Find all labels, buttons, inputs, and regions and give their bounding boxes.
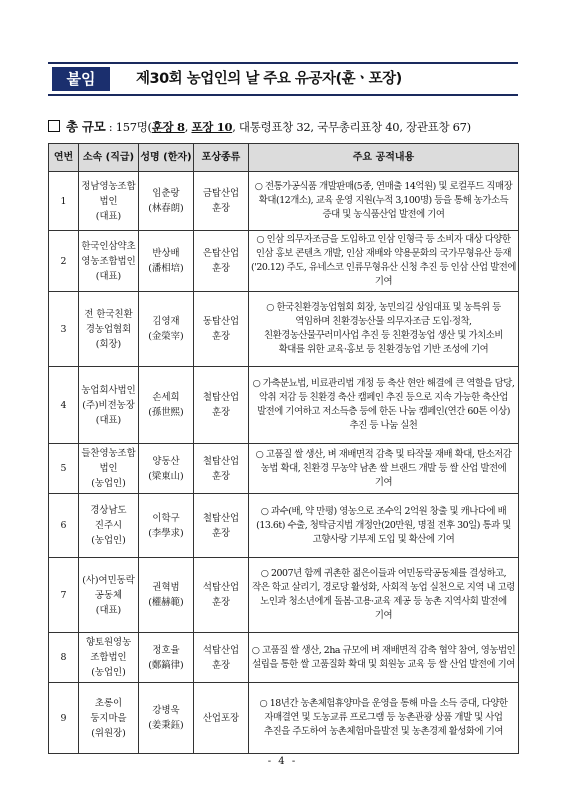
row-merit: ○ 과수(배, 약 만평) 영농으로 조수익 2억원 창출 및 캐나다에 배(13.6t) 수출, 청탁금지법 개정안(20만원, 명절 전후 30일) 통과 및 고향사랑 기부제 도입 및 확산에 기여 bbox=[249, 494, 519, 558]
row-name bbox=[139, 367, 194, 444]
row-name bbox=[139, 633, 194, 683]
row-org bbox=[79, 172, 139, 231]
row-prize bbox=[194, 231, 249, 292]
row-org-line: 초롱이 bbox=[94, 697, 123, 709]
header-no: 연번 bbox=[49, 144, 79, 172]
row-name-line: (姜秉鈺) bbox=[148, 720, 184, 731]
row-prize-line: 훈장 bbox=[211, 203, 231, 214]
row-prize bbox=[194, 558, 249, 633]
row-org-line: 향토원영농 bbox=[85, 637, 132, 648]
row-prize-line: 훈장 bbox=[211, 527, 231, 539]
row-name bbox=[139, 494, 194, 558]
row-name bbox=[139, 683, 194, 754]
row-prize-line: 석탑산업 bbox=[202, 644, 240, 656]
row-org-line: (주)비전농장 bbox=[82, 399, 135, 411]
row-org-line: (대표) bbox=[95, 414, 122, 426]
row-prize bbox=[194, 494, 249, 558]
row-number: 5 bbox=[49, 444, 79, 494]
row-org-line: 경농업협회 bbox=[85, 323, 132, 335]
summary-medal: 훈장 8 bbox=[151, 120, 185, 134]
row-merit: ○ 전통가공식품 개발판매(5종, 연매출 14억원) 및 로컬푸드 직매장 확대(12개소), 교육 운영 지원(누적 3,100명) 등을 통해 농가소득 증대 및 농식품산업 발전에 기여 bbox=[249, 172, 519, 231]
row-name-line: (金榮宰) bbox=[148, 331, 184, 342]
row-number: 1 bbox=[49, 172, 79, 231]
row-org-line: 법인 bbox=[99, 195, 118, 207]
summary-colon: : bbox=[105, 120, 116, 134]
row-prize-line: 산업포장 bbox=[202, 712, 240, 724]
row-number: 9 bbox=[49, 683, 79, 754]
row-prize bbox=[194, 172, 249, 231]
header-prize: 포상종류 bbox=[194, 144, 249, 172]
row-name bbox=[139, 172, 194, 231]
row-merit: ○ 고품질 쌀 생산, 벼 재배면적 감축 및 타작물 재배 확대, 탄소저감 농법 확대, 친환경 무농약 남촌 쌀 브랜드 개발 등 쌀 산업 발전에 기여 bbox=[249, 444, 519, 494]
row-merit: ○ 2007년 함께 귀촌한 젊은이들과 여민동락공동체를 결성하고, 작은 학교 살리기, 경로당 활성화, 사회적 농업 실천으로 지역 내 고령 노인과 청소년에게 돌봄·고용·교육 제공 등 농촌 지역사회 발전에 기여 bbox=[249, 558, 519, 633]
row-prize bbox=[194, 633, 249, 683]
row-prize-line: 훈장 bbox=[211, 470, 231, 482]
row-name-line: (孫世熙) bbox=[148, 407, 184, 418]
row-prize-line: 철탑산업 bbox=[202, 455, 240, 467]
checkbox-square-icon bbox=[48, 120, 60, 132]
row-name-line: 이학구 bbox=[152, 512, 180, 524]
row-org-line: (농업인) bbox=[91, 478, 126, 489]
header-org: 소속 (직급) bbox=[79, 144, 139, 172]
summary-line bbox=[48, 117, 528, 135]
row-org-line: (대표) bbox=[95, 210, 122, 222]
row-org-line: (농업인) bbox=[91, 667, 126, 678]
row-merit: ○ 고품질 쌀 생산, 2ha 규모에 벼 재배면적 감축 협약 참여, 영농법인 설립을 통한 쌀 고품질화 확대 및 회원농 교육 등 쌀 산업 발전에 기여 bbox=[249, 633, 519, 683]
row-org-line: (위원장) bbox=[91, 727, 126, 739]
row-org-line: 농업회사법인 bbox=[81, 384, 136, 396]
row-org-line: (농업인) bbox=[91, 535, 126, 546]
row-prize-line: 훈장 bbox=[211, 263, 231, 274]
row-prize-line: 은탑산업 bbox=[202, 248, 240, 259]
row-number: 8 bbox=[49, 633, 79, 683]
row-number: 2 bbox=[49, 231, 79, 292]
row-name-line: 손세희 bbox=[152, 392, 180, 403]
row-org-line: (대표) bbox=[95, 604, 122, 616]
row-number: 4 bbox=[49, 367, 79, 444]
row-prize-line: 훈장 bbox=[211, 597, 231, 608]
table-body bbox=[49, 172, 519, 754]
row-number: 3 bbox=[49, 292, 79, 367]
row-org-line: 정남영농조합 bbox=[81, 180, 136, 192]
row-org-line: (사)여민동락 bbox=[82, 574, 135, 586]
row-name bbox=[139, 444, 194, 494]
row-org bbox=[79, 292, 139, 367]
page-number: - 4 - bbox=[267, 756, 298, 767]
awards-table bbox=[48, 143, 519, 754]
summary-label: 총 규모 bbox=[66, 119, 106, 134]
table-row bbox=[49, 367, 519, 444]
row-prize bbox=[194, 292, 249, 367]
row-name bbox=[139, 292, 194, 367]
attachment-badge: 붙임 bbox=[52, 67, 110, 91]
row-name-line: 반상배 bbox=[152, 248, 180, 259]
page-title: 제30회 농업인의 날 주요 유공자(훈ㆍ포장) bbox=[136, 71, 402, 87]
summary-rest: , 대통령표창 32, 국무총리표창 40, 장관표창 67) bbox=[232, 120, 471, 134]
row-org-line: 둥지마을 bbox=[90, 712, 127, 724]
row-name-line: (鄭鎬律) bbox=[148, 659, 184, 671]
row-org bbox=[79, 633, 139, 683]
row-org bbox=[79, 444, 139, 494]
row-org bbox=[79, 367, 139, 444]
row-org-line: 영농조합법인 bbox=[81, 255, 136, 267]
summary-sep: , bbox=[184, 120, 192, 134]
row-prize-line: 철탑산업 bbox=[202, 392, 240, 403]
row-name-line: 정호율 bbox=[152, 644, 180, 656]
table-row bbox=[49, 558, 519, 633]
row-prize-line: 석탑산업 bbox=[202, 582, 240, 593]
row-merit: ○ 가축분뇨법, 비료관리법 개정 등 축산 현안 해결에 큰 역할을 담당, 악취 저감 등 친환경 축산 캠페인 추진 등으로 지속 가능한 축산업 발전에 기여하고 저소득층 등에 한돈 나눔 캠페인(연간 60톤 이상) 추진 등 나눔 실천 bbox=[249, 367, 519, 444]
row-prize-line: 금탑산업 bbox=[202, 188, 240, 199]
row-org-line: (대표) bbox=[95, 270, 122, 282]
row-org bbox=[79, 683, 139, 754]
row-name-line: 김영재 bbox=[152, 316, 180, 327]
row-name bbox=[139, 231, 194, 292]
header-name: 성명 (한자) bbox=[139, 144, 194, 172]
table-row bbox=[49, 494, 519, 558]
table-row bbox=[49, 292, 519, 367]
table-header-row bbox=[49, 144, 519, 172]
summary-total: 157명( bbox=[115, 120, 152, 134]
table-row bbox=[49, 172, 519, 231]
row-org bbox=[79, 558, 139, 633]
row-name-line: 양동산 bbox=[152, 455, 180, 467]
table-row bbox=[49, 231, 519, 292]
row-org-line: 들찬영농조합 bbox=[81, 448, 136, 459]
row-merit: ○ 18년간 농촌체험휴양마을 운영을 통해 마을 소득 증대, 다양한 자매결연 및 도농교류 프로그램 등 농촌관광 상품 개발 및 사업 추진을 주도하여 농촌체험마을발전 및 농촌경제 활성화에 기여 bbox=[249, 683, 519, 754]
row-org-line: 조합법인 bbox=[90, 652, 127, 663]
row-merit: ○ 한국친환경농업협회 회장, 농민의길 상임대표 및 농특위 등 역임하며 친환경농산물 의무자조금 도입·정착, 친환경농산물꾸러미사업 추진 등 친환경농업 생산 및 가치소비 확대를 위한 교육·홍보 등 친환경농업 기반 조성에 기여 bbox=[249, 292, 519, 367]
row-prize-line: 동탑산업 bbox=[202, 316, 240, 327]
row-merit: ○ 인삼 의무자조금을 도입하고 인삼 인형극 등 소비자 대상 다양한 인삼 홍보 콘텐츠 개발, 인삼 재배와 약용문화의 국가무형유산 등재('20.12) 주도, 유네스코 인류무형유산 신청 추진 등 인삼 산업 발전에 기여 bbox=[249, 231, 519, 292]
row-org-line: 공동체 bbox=[94, 589, 123, 601]
row-prize-line: 철탑산업 bbox=[202, 512, 240, 524]
row-prize bbox=[194, 683, 249, 754]
row-prize bbox=[194, 367, 249, 444]
row-prize bbox=[194, 444, 249, 494]
row-name-line: (李學求) bbox=[148, 527, 184, 539]
row-number: 7 bbox=[49, 558, 79, 633]
row-org bbox=[79, 494, 139, 558]
row-name-line: 임춘랑 bbox=[152, 188, 180, 199]
row-org-line: 경상남도 bbox=[90, 505, 127, 516]
row-prize-line: 훈장 bbox=[211, 659, 231, 671]
page-header bbox=[48, 62, 518, 96]
row-org-line: (회장) bbox=[95, 338, 122, 350]
row-name bbox=[139, 558, 194, 633]
table-row bbox=[49, 633, 519, 683]
row-name-line: (潘相培) bbox=[148, 263, 184, 274]
row-org-line: 진주시 bbox=[94, 520, 123, 531]
table-row bbox=[49, 444, 519, 494]
row-org-line: 법인 bbox=[99, 463, 118, 474]
row-number: 6 bbox=[49, 494, 79, 558]
row-prize-line: 훈장 bbox=[211, 407, 231, 418]
row-org-line: 한국인삼약초 bbox=[81, 240, 136, 252]
table-row bbox=[49, 683, 519, 754]
header-merit: 주요 공적내용 bbox=[249, 144, 519, 172]
row-name-line: 강병욱 bbox=[152, 705, 180, 716]
row-name-line: 권혁범 bbox=[152, 582, 180, 593]
row-org bbox=[79, 231, 139, 292]
summary-decoration: 포장 10 bbox=[191, 120, 233, 134]
row-prize-line: 훈장 bbox=[211, 331, 231, 342]
row-name-line: (權赫範) bbox=[148, 597, 184, 608]
row-org-line: 전 한국친환 bbox=[84, 308, 133, 320]
row-name-line: (林春朗) bbox=[148, 203, 184, 214]
row-name-line: (梁東山) bbox=[148, 470, 184, 482]
